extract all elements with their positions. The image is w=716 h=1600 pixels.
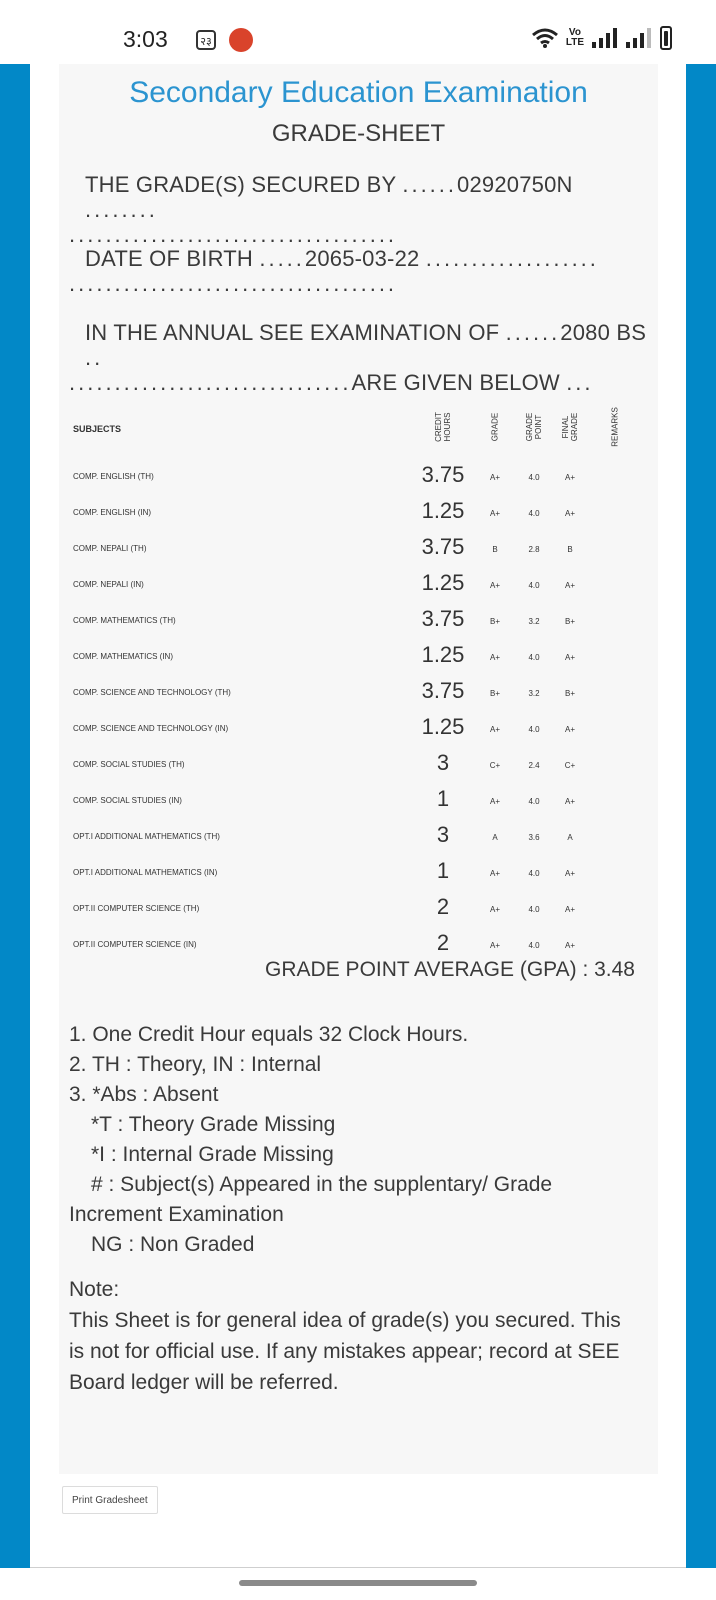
table-body bbox=[73, 459, 643, 963]
page-title: Secondary Education Examination bbox=[129, 76, 588, 109]
dob-label: DATE OF BIRTH bbox=[85, 246, 254, 271]
grade-point-cell: 4.0 bbox=[528, 653, 540, 662]
header-grade bbox=[485, 397, 505, 457]
note-line: *I : Internal Grade Missing bbox=[91, 1143, 334, 1166]
dots: ............................... bbox=[69, 370, 352, 395]
table-row bbox=[73, 783, 643, 819]
subject-cell: COMP. SCIENCE AND TECHNOLOGY (TH) bbox=[73, 688, 231, 697]
subject-cell: COMP. SOCIAL STUDIES (TH) bbox=[73, 760, 185, 769]
subject-cell: OPT.II COMPUTER SCIENCE (TH) bbox=[73, 904, 200, 913]
header-final-grade bbox=[560, 397, 580, 457]
grade-point-cell: 4.0 bbox=[528, 905, 540, 914]
credit-hours-cell: 1 bbox=[436, 786, 450, 811]
exam-year: 2080 BS bbox=[560, 320, 647, 345]
grade-cell: A+ bbox=[489, 797, 500, 806]
table-row bbox=[73, 531, 643, 567]
credit-hours-cell: 3.75 bbox=[421, 678, 465, 703]
volte-icon bbox=[566, 28, 584, 48]
dob-line bbox=[69, 246, 649, 296]
table-row bbox=[73, 495, 643, 531]
divider bbox=[30, 1567, 686, 1568]
symbol-number: 02920750N bbox=[457, 172, 573, 197]
subject-cell: COMP. SCIENCE AND TECHNOLOGY (IN) bbox=[73, 724, 229, 733]
table-row bbox=[73, 567, 643, 603]
grade-point-cell: 2.8 bbox=[528, 545, 540, 554]
dots: ........ bbox=[85, 197, 158, 222]
table-row bbox=[73, 603, 643, 639]
grade-point-cell: 4.0 bbox=[528, 473, 540, 482]
credit-hours-cell: 3.75 bbox=[421, 462, 465, 487]
secured-by-line bbox=[69, 172, 649, 247]
header-final-grade-text: FINAL GRADE bbox=[561, 412, 579, 442]
dots: .. bbox=[85, 345, 104, 370]
subject-cell: OPT.I ADDITIONAL MATHEMATICS (TH) bbox=[73, 832, 220, 841]
grade-cell: A+ bbox=[489, 725, 500, 734]
note-line: 2. TH : Theory, IN : Internal bbox=[69, 1053, 322, 1076]
final-grade-cell: B+ bbox=[564, 689, 575, 698]
table-header bbox=[73, 389, 643, 459]
credit-hours-cell: 1.25 bbox=[421, 714, 465, 739]
grade-cell: A+ bbox=[489, 509, 500, 518]
right-border-bar bbox=[686, 64, 716, 1568]
signal-icon-2 bbox=[626, 28, 652, 48]
dots: ...... bbox=[402, 172, 458, 197]
header-remarks bbox=[605, 397, 625, 457]
credit-hours-cell: 3 bbox=[436, 822, 450, 847]
dots: ...... bbox=[505, 320, 561, 345]
note-line: *T : Theory Grade Missing bbox=[91, 1113, 336, 1136]
secured-by-label: THE GRADE(S) SECURED BY bbox=[85, 172, 397, 197]
grade-point-cell: 4.0 bbox=[528, 797, 540, 806]
header-credit-hours bbox=[433, 397, 453, 457]
note-body: This Sheet is for general idea of grade(s) you secured. This is not for official use. If any mistakes appear; record at SEE Board ledger will be referred. bbox=[69, 1309, 621, 1394]
dots-line: .................................... bbox=[69, 271, 398, 296]
credit-hours-cell: 3.75 bbox=[421, 534, 465, 559]
final-grade-cell: A+ bbox=[564, 905, 575, 914]
final-grade-cell: A+ bbox=[564, 941, 575, 950]
dots-line: .................................... bbox=[69, 222, 398, 247]
subject-cell: COMP. MATHEMATICS (TH) bbox=[73, 616, 176, 625]
avatar-icon bbox=[229, 28, 253, 52]
grade-cell: A+ bbox=[489, 941, 500, 950]
final-grade-cell: A+ bbox=[564, 797, 575, 806]
credit-hours-cell: 1 bbox=[436, 858, 450, 883]
grade-sheet bbox=[59, 64, 658, 1474]
grade-point-cell: 3.2 bbox=[528, 617, 540, 626]
battery-icon bbox=[660, 26, 672, 50]
final-grade-cell: B+ bbox=[564, 617, 575, 626]
grade-cell: A+ bbox=[489, 473, 500, 482]
note-line: 3. *Abs : Absent bbox=[69, 1083, 219, 1106]
table-row bbox=[73, 747, 643, 783]
subject-cell: OPT.II COMPUTER SCIENCE (IN) bbox=[73, 940, 197, 949]
grade-cell: A bbox=[492, 833, 498, 842]
legend-notes bbox=[69, 1020, 649, 1260]
header-credit-hours-text: CREDIT HOURS bbox=[434, 412, 452, 442]
grade-point-cell: 2.4 bbox=[528, 761, 540, 770]
disclaimer-note bbox=[69, 1274, 639, 1398]
grade-cell: A+ bbox=[489, 869, 500, 878]
volte-top: Vo bbox=[568, 27, 581, 38]
credit-hours-cell: 1.25 bbox=[421, 642, 465, 667]
signal-icon bbox=[592, 28, 618, 48]
status-bar bbox=[0, 0, 716, 64]
note-line: NG : Non Graded bbox=[91, 1233, 255, 1256]
grade-cell: B+ bbox=[489, 617, 500, 626]
grade-point-cell: 4.0 bbox=[528, 941, 540, 950]
table-row bbox=[73, 459, 643, 495]
credit-hours-cell: 1.25 bbox=[421, 570, 465, 595]
subject-cell: COMP. SOCIAL STUDIES (IN) bbox=[73, 796, 182, 805]
grade-point-cell: 4.0 bbox=[528, 509, 540, 518]
final-grade-cell: A bbox=[567, 833, 573, 842]
credit-hours-cell: 2 bbox=[436, 894, 450, 919]
dots: ... bbox=[566, 370, 594, 395]
final-grade-cell: A+ bbox=[564, 509, 575, 518]
final-grade-cell: B bbox=[567, 545, 573, 554]
final-grade-cell: A+ bbox=[564, 653, 575, 662]
volte-bottom: LTE bbox=[565, 37, 584, 48]
grades-table bbox=[73, 389, 643, 963]
grade-point-cell: 4.0 bbox=[528, 581, 540, 590]
table-row bbox=[73, 675, 643, 711]
given-below-text: ARE GIVEN BELOW bbox=[351, 370, 560, 395]
left-border-bar bbox=[0, 64, 30, 1568]
note-heading: Note: bbox=[69, 1278, 120, 1301]
final-grade-cell: C+ bbox=[564, 761, 576, 770]
table-row bbox=[73, 855, 643, 891]
subject-cell: COMP. ENGLISH (TH) bbox=[73, 472, 154, 481]
grade-point-cell: 3.6 bbox=[528, 833, 540, 842]
subject-cell: COMP. MATHEMATICS (IN) bbox=[73, 652, 173, 661]
note-line: 1. One Credit Hour equals 32 Clock Hours. bbox=[69, 1023, 469, 1046]
status-icons bbox=[532, 24, 672, 52]
table-row bbox=[73, 711, 643, 747]
table-row bbox=[73, 891, 643, 927]
subject-cell: COMP. NEPALI (TH) bbox=[73, 544, 147, 553]
header-remarks-text: REMARKS bbox=[610, 407, 620, 447]
grade-point-cell: 4.0 bbox=[528, 725, 540, 734]
grade-cell: C+ bbox=[489, 761, 501, 770]
header-grade-point bbox=[524, 397, 544, 457]
credit-hours-cell: 1.25 bbox=[421, 498, 465, 523]
subject-cell: COMP. ENGLISH (IN) bbox=[73, 508, 152, 517]
grade-cell: B+ bbox=[489, 689, 500, 698]
final-grade-cell: A+ bbox=[564, 725, 575, 734]
gpa-value: GRADE POINT AVERAGE (GPA) : 3.48 bbox=[265, 958, 635, 981]
grade-point-cell: 4.0 bbox=[528, 869, 540, 878]
header-grade-point-text: GRADE POINT bbox=[525, 412, 543, 442]
final-grade-cell: A+ bbox=[564, 581, 575, 590]
dob-value: 2065-03-22 bbox=[304, 246, 420, 271]
credit-hours-cell: 2 bbox=[436, 930, 450, 955]
wifi-icon bbox=[532, 28, 558, 48]
credit-hours-cell: 3 bbox=[436, 750, 450, 775]
grade-cell: A+ bbox=[489, 905, 500, 914]
exam-label: IN THE ANNUAL SEE EXAMINATION OF bbox=[85, 320, 500, 345]
grade-cell: A+ bbox=[489, 653, 500, 662]
final-grade-cell: A+ bbox=[564, 473, 575, 482]
subject-cell: OPT.I ADDITIONAL MATHEMATICS (IN) bbox=[73, 868, 218, 877]
dots: ..... bbox=[259, 246, 305, 271]
grade-cell: A+ bbox=[489, 581, 500, 590]
status-time: 3:03 bbox=[123, 26, 168, 52]
print-gradesheet-button[interactable]: Print Gradesheet bbox=[62, 1486, 158, 1514]
header-subjects: SUBJECTS bbox=[73, 424, 122, 434]
note-line: # : Subject(s) Appeared in the supplentary/ Grade bbox=[91, 1173, 553, 1196]
grade-cell: B bbox=[492, 545, 498, 554]
page-subtitle: GRADE-SHEET bbox=[271, 120, 446, 147]
note-line: Increment Examination bbox=[69, 1203, 284, 1226]
notification-icon: २३ bbox=[196, 30, 216, 50]
home-indicator[interactable] bbox=[239, 1580, 477, 1586]
table-row bbox=[73, 819, 643, 855]
table-row bbox=[73, 639, 643, 675]
grade-point-cell: 3.2 bbox=[528, 689, 540, 698]
exam-line bbox=[69, 320, 649, 395]
final-grade-cell: A+ bbox=[564, 869, 575, 878]
credit-hours-cell: 3.75 bbox=[421, 606, 465, 631]
header-grade-text: GRADE bbox=[490, 412, 500, 442]
subject-cell: COMP. NEPALI (IN) bbox=[73, 580, 144, 589]
dots: ................... bbox=[425, 246, 599, 271]
